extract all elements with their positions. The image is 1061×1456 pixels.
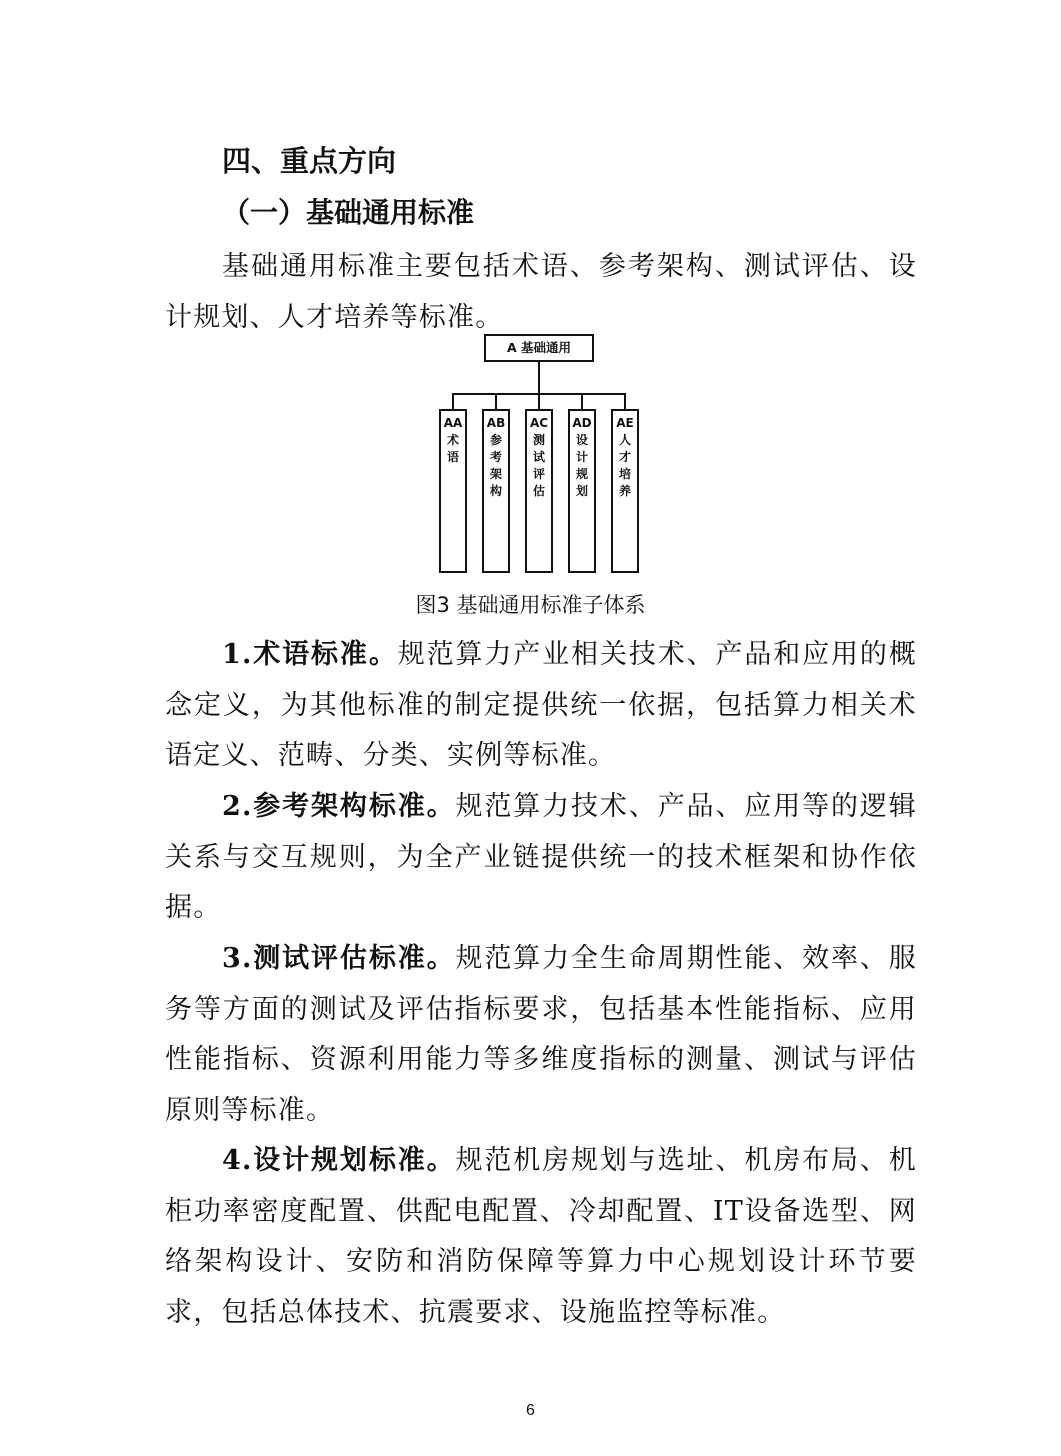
item-paragraph [165, 1136, 917, 1338]
item-title: 4.设计规划标准。 [222, 1145, 456, 1176]
child-code: AE [616, 416, 634, 430]
diagram-child-ae [611, 409, 639, 573]
item-text: 规范算力全生命周期性能、效率、服务等方面的测试及评估指标要求，包括基本性能指标、应用性能指标、资源利用能力等多维度指标的测量、测试与评估原则等标准。 [165, 943, 917, 1126]
child-char: 架 [489, 467, 502, 481]
child-code: AD [572, 416, 592, 430]
child-code: AB [486, 416, 506, 430]
item-title: 2.参考架构标准。 [222, 791, 456, 822]
child-code: AA [443, 416, 463, 430]
item-title: 3.测试评估标准。 [222, 943, 456, 974]
item-text: 规范算力技术、产品、应用等的逻辑关系与交互规则，为全产业链提供统一的技术框架和协作依据。 [165, 791, 917, 923]
standards-hierarchy-diagram [420, 326, 660, 581]
item-paragraph [165, 934, 917, 1136]
child-char: 评 [532, 467, 545, 481]
child-char: 才 [618, 450, 631, 464]
child-char: 语 [446, 450, 459, 464]
child-char: 设 [575, 433, 588, 447]
subsection-title: （一）基础通用标准 [222, 196, 475, 229]
child-char: 参 [489, 433, 502, 447]
child-char: 计 [575, 450, 588, 464]
page-number: 6 [526, 1402, 535, 1419]
child-char: 估 [532, 484, 545, 498]
child-char: 考 [489, 450, 502, 464]
diagram-child-ab [482, 409, 510, 573]
child-char: 测 [532, 433, 545, 447]
item-paragraph [165, 782, 917, 934]
section-title: 四、重点方向 [222, 144, 397, 178]
item-text: 规范算力产业相关技术、产品和应用的概念定义，为其他标准的制定提供统一依据，包括算力相关术语定义、范畴、分类、实例等标准。 [165, 639, 917, 771]
diagram-child-aa [439, 409, 467, 573]
child-code: AC [529, 416, 549, 430]
diagram-root-box: A 基础通用 [484, 334, 594, 362]
figure-caption: 图3 基础通用标准子体系 [415, 593, 646, 617]
child-char: 构 [489, 484, 502, 498]
diagram-child-ac [525, 409, 553, 573]
child-char: 人 [618, 433, 631, 447]
child-char: 试 [532, 450, 545, 464]
child-char: 养 [618, 484, 631, 498]
child-char: 术 [446, 433, 459, 447]
item-text: 规范机房规划与选址、机房布局、机柜功率密度配置、供配电配置、冷却配置、IT设备选型、网络架构设计、安防和消防保障等算力中心规划设计环节要求，包括总体技术、抗震要求、设施监控等标准。 [165, 1145, 917, 1328]
child-char: 规 [575, 467, 588, 481]
child-char: 划 [575, 484, 588, 498]
item-title: 1.术语标准。 [222, 639, 398, 670]
diagram-child-ad [568, 409, 596, 573]
intro-paragraph: 基础通用标准主要包括术语、参考架构、测试评估、设计规划、人才培养等标准。 [165, 251, 917, 333]
child-char: 培 [618, 467, 631, 481]
item-paragraph [165, 630, 917, 782]
